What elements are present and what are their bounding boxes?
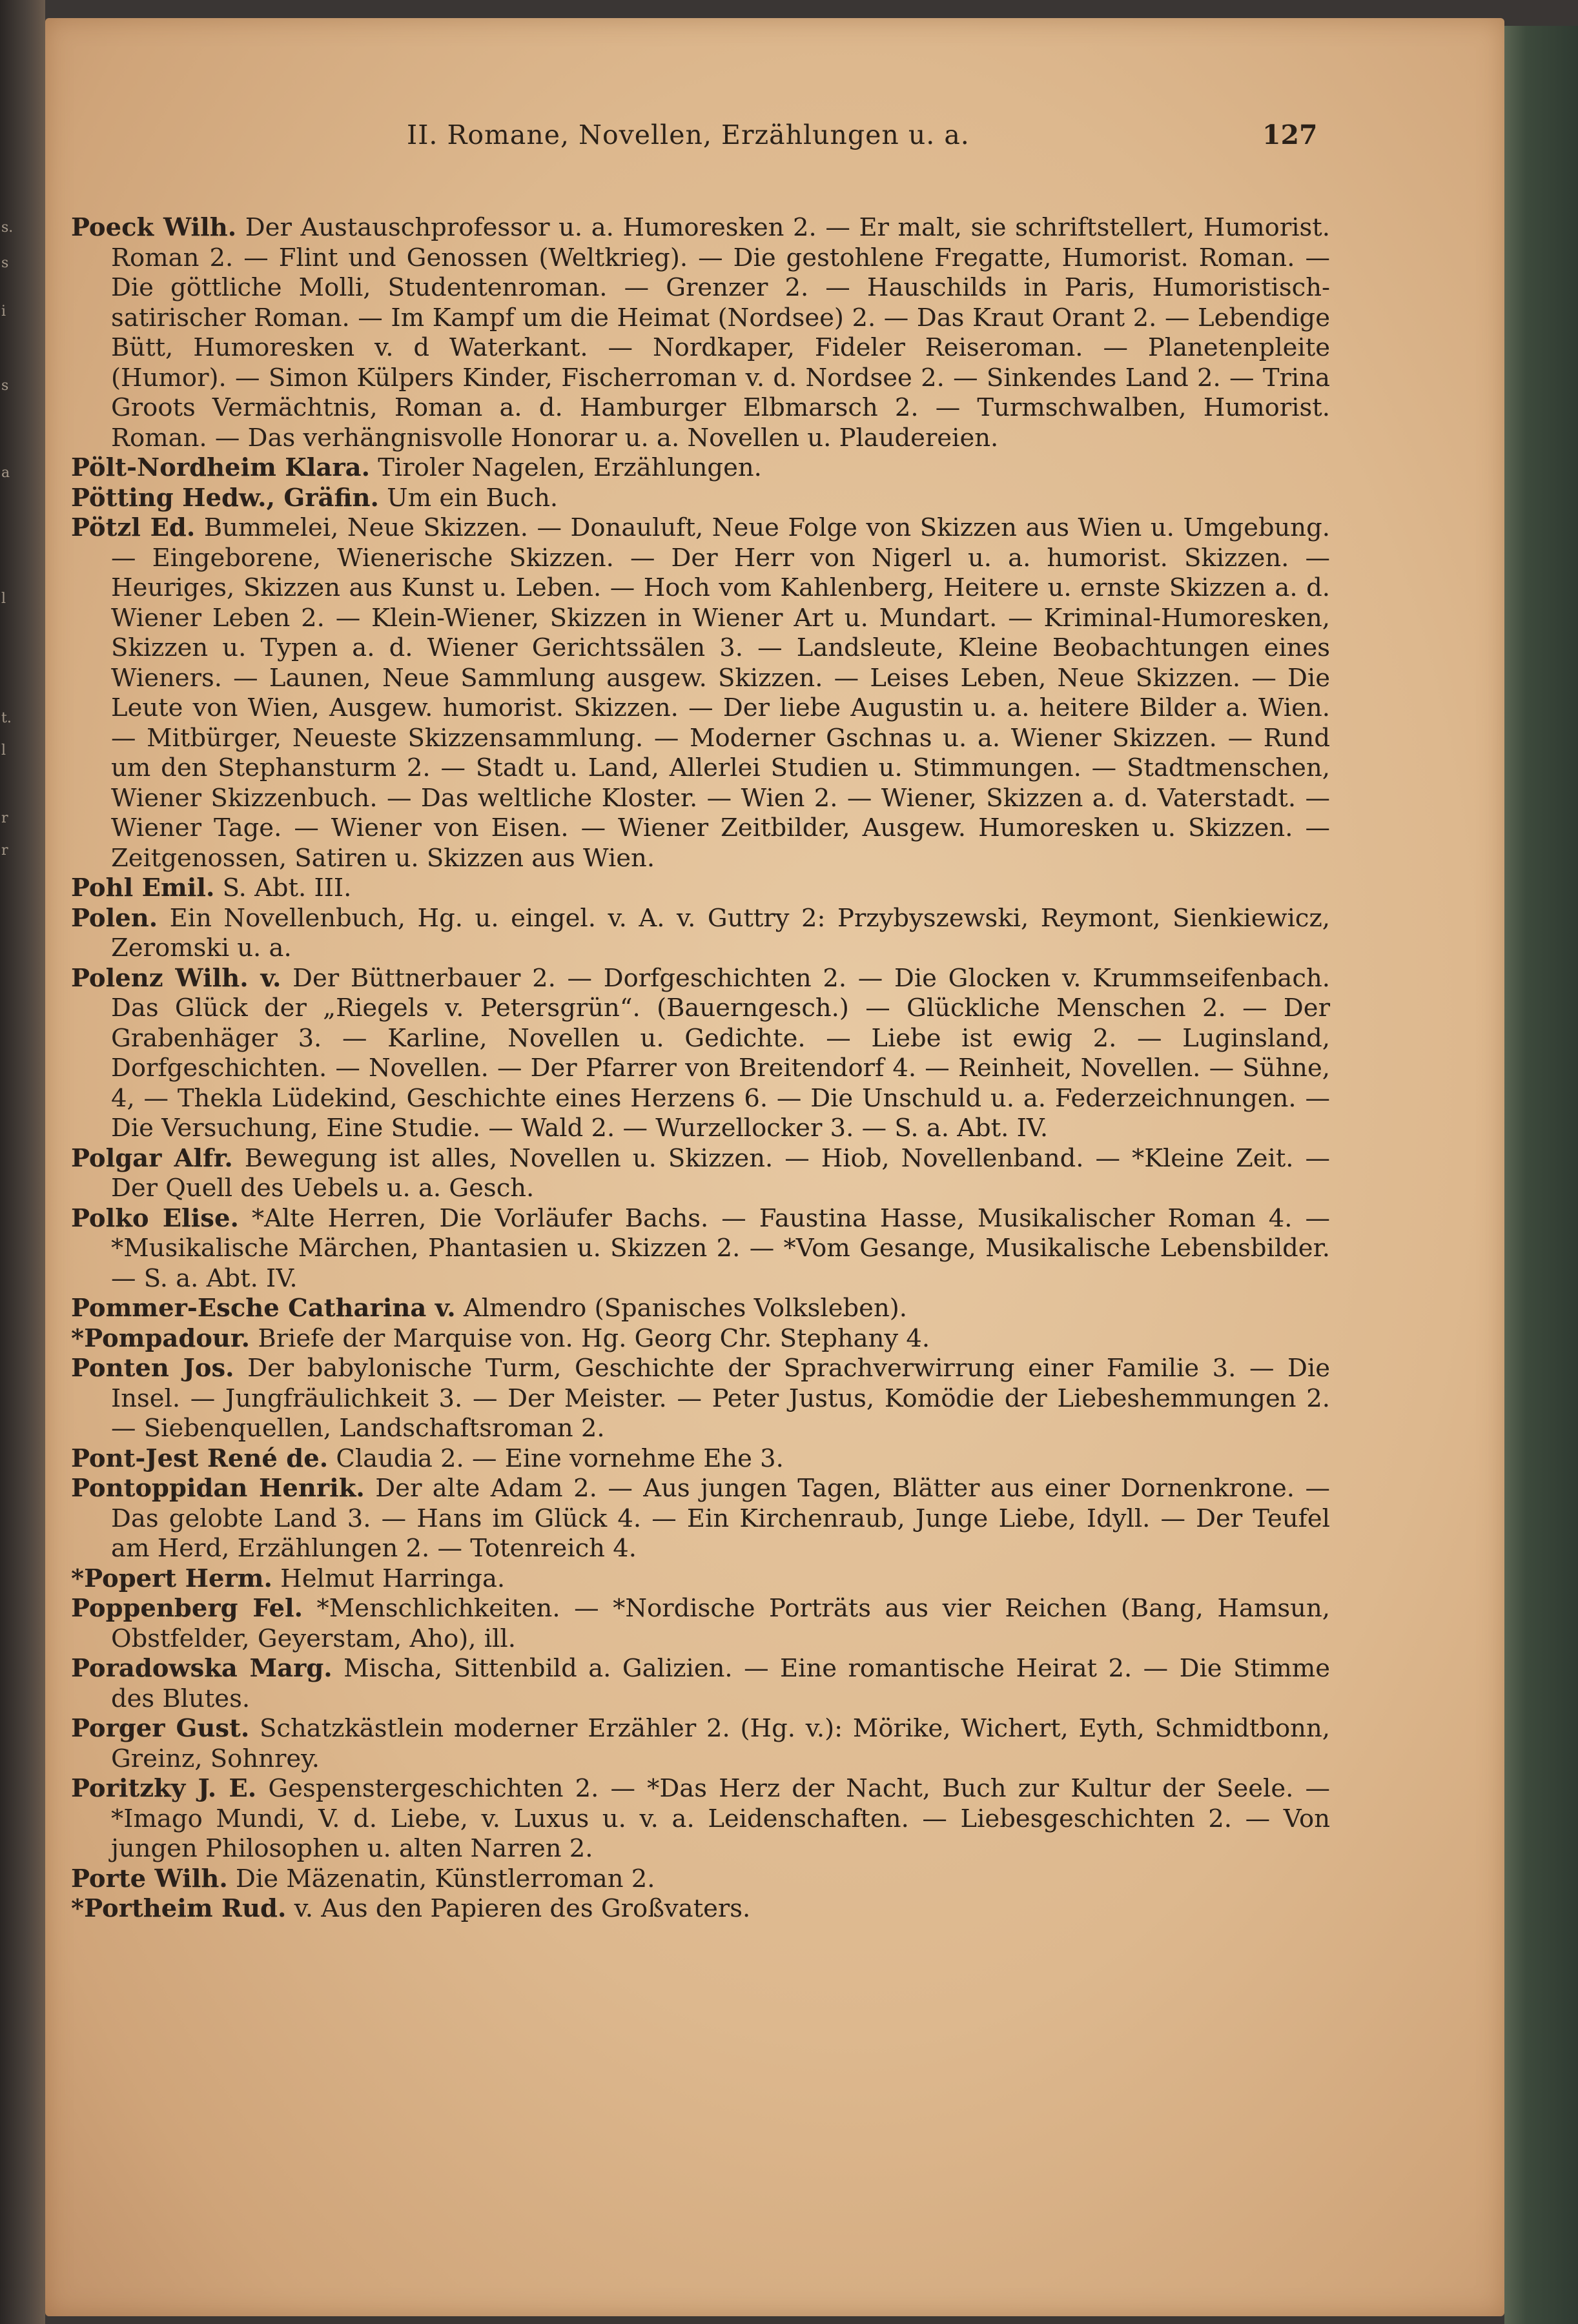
prev-page-letter: i xyxy=(1,303,6,320)
entry-text: Der babylonische Turm, Geschichte der Sprachverwirrung einer Familie 3. — Die Insel. — Jungfräulichkeit 3. — Der Meister. — Peter Justus, Komödie der Liebeshemmungen 2. — Siebenquellen, Landschaftsroman 2. xyxy=(111,1354,1330,1443)
list-item xyxy=(71,904,1330,964)
entry-author: Pohl Emil. xyxy=(71,873,215,902)
entry-text: Almendro (Spanisches Volksleben). xyxy=(463,1294,908,1323)
entry-text: Helmut Harringa. xyxy=(280,1564,506,1593)
entry-text: Schatzkästlein moderner Erzähler 2. (Hg. v.): Mörike, Wichert, Eyth, Schmidtbonn, Greinz, Sohnrey. xyxy=(111,1714,1330,1773)
entry-text: Bewegung ist alles, Novellen u. Skizzen. — Hiob, Novellenband. — *Kleine Zeit. — Der Quell des Uebels u. a. Gesch. xyxy=(111,1143,1330,1203)
list-item xyxy=(71,513,1330,873)
list-item xyxy=(71,1774,1330,1864)
entry-author: Porte Wilh. xyxy=(71,1864,228,1893)
prev-page-letter: s. xyxy=(1,219,14,236)
entry-author: Polko Elise. xyxy=(71,1203,239,1233)
entry-text: Gespenstergeschichten 2. — *Das Herz der Nacht, Buch zur Kultur der Seele. — *Imago Mundi, V. d. Liebe, v. Luxus u. v. a. Leidenschaften. — Liebesgeschichten 2. — Von jungen Philosophen u. alten Narren 2. xyxy=(111,1774,1330,1863)
list-item xyxy=(71,1714,1330,1774)
entry-author: Poradowska Marg. xyxy=(71,1654,333,1683)
entry-text: Bummelei, Neue Skizzen. — Donauluft, Neue Folge von Skizzen aus Wien u. Umgebung. — Eingeborene, Wienerische Skizzen. — Der Herr von Nigerl u. a. humorist. Skizzen. — Heuriges, Skizzen aus Kunst u. Leben. — Hoch vom Kahlenberg, Heitere u. ernste Skizzen a. d. Wiener Leben 2. — Klein-Wiener, Skizzen in Wiener Art u. Mundart. — Kriminal-Humoresken, Skizzen u. Typen a. d. Wiener Gerichtssälen 3. — Landsleute, Kleine Beobachtungen eines Wieners. — Launen, Neue Sammlung ausgew. Skizzen. — Leises Leben, Neue Skizzen. — Die Leute von Wien, Ausgew. humorist. Skizzen. — Der liebe Augustin u. a. heitere Bilder a. Wien. — Mitbürger, Neueste Skizzensammlung. — Moderner Gschnas u. a. Wiener Skizzen. — Rund um den Stephansturm 2. — Stadt u. Land, Allerlei Studien u. Stimmungen. — Stadtmenschen, Wiener Skizzenbuch. — Das weltliche Kloster. — Wien 2. — Wiener, Skizzen a. d. Vaterstadt. — Wiener Tage. — Wiener von Eisen. — Wiener Zeitbilder, Ausgew. Humoresken u. Skizzen. — Zeitgenossen, Satiren u. Skizzen aus Wien. xyxy=(111,513,1330,873)
entry-author: Poritzky J. E. xyxy=(71,1774,257,1803)
entry-text: Der Austauschprofessor u. a. Humoresken 2. — Er malt, sie schriftstellert, Humorist. Roman 2. — Flint und Genossen (Weltkrieg). — Die gestohlene Fregatte, Humorist. Roman. — Die göttliche Molli, Studentenroman. — Grenzer 2. — Hauschilds in Paris, Humoristisch-satirischer Roman. — Im Kampf um die Heimat (Nordsee) 2. — Das Kraut Orant 2. — Lebendige Bütt, Humoresken v. d Waterkant. — Nordkaper, Fideler Reiseroman. — Planetenpleite (Humor). — Simon Külpers Kinder, Fischerroman v. d. Nordsee 2. — Sinkendes Land 2. — Trina Groots Vermächtnis, Roman a. d. Hamburger Elbmarsch 2. — Turmschwalben, Humorist. Roman. — Das verhängnisvolle Honorar u. a. Novellen u. Plaudereien. xyxy=(111,213,1330,453)
entry-text: *Menschlichkeiten. — *Nordische Porträts aus vier Reichen (Bang, Hamsun, Obstfelder, Geyerstam, Aho), ill. xyxy=(111,1594,1330,1653)
prev-page-letter: s xyxy=(1,255,9,271)
list-item xyxy=(71,1564,1330,1595)
page-stack-edge xyxy=(1504,26,1578,2324)
entry-text: Claudia 2. — Eine vornehme Ehe 3. xyxy=(336,1443,784,1473)
entry-author: Ponten Jos. xyxy=(71,1354,234,1383)
page-header xyxy=(45,119,1504,158)
list-item xyxy=(71,1294,1330,1324)
list-item xyxy=(71,1444,1330,1474)
list-item xyxy=(71,1894,1330,1924)
list-item xyxy=(71,1144,1330,1204)
list-item xyxy=(71,964,1330,1144)
entry-author: *Pompadour. xyxy=(71,1323,251,1353)
page-number: 127 xyxy=(1262,119,1318,150)
entry-text: Tiroler Nagelen, Erzählungen. xyxy=(378,453,762,482)
entry-author: Pölt-Nordheim Klara. xyxy=(71,453,370,482)
entry-author: *Portheim Rud. xyxy=(71,1894,287,1923)
list-item xyxy=(71,1354,1330,1444)
list-item xyxy=(71,873,1330,904)
entry-text: Briefe der Marquise von. Hg. Georg Chr. Stephany 4. xyxy=(258,1323,930,1353)
list-item xyxy=(71,1474,1330,1564)
prev-page-letter: r xyxy=(1,842,8,859)
entry-text: *Alte Herren, Die Vorläufer Bachs. — Faustina Hasse, Musikalischer Roman 4. — *Musikalische Märchen, Phantasien u. Skizzen 2. — *Vom Gesange, Musikalische Lebensbilder. — S. a. Abt. IV. xyxy=(111,1203,1330,1293)
list-item xyxy=(71,1654,1330,1714)
running-head: II. Romane, Novellen, Erzählungen u. a. xyxy=(407,119,970,150)
entry-author: Pont-Jest René de. xyxy=(71,1443,329,1473)
prev-page-letter: l xyxy=(1,591,6,607)
entry-author: Poppenberg Fel. xyxy=(71,1594,303,1623)
list-item xyxy=(71,484,1330,514)
entry-text: Der alte Adam 2. — Aus jungen Tagen, Blätter aus einer Dornenkrone. — Das gelobte Land 3. — Hans im Glück 4. — Ein Kirchenraub, Junge Liebe, Idyll. — Der Teufel am Herd, Erzählungen 2. — Totenreich 4. xyxy=(111,1474,1330,1563)
entry-text: Mischa, Sittenbild a. Galizien. — Eine romantische Heirat 2. — Die Stimme des Blutes. xyxy=(111,1654,1330,1713)
list-item xyxy=(71,213,1330,453)
entry-author: Polen. xyxy=(71,903,158,933)
list-item xyxy=(71,1324,1330,1354)
list-item xyxy=(71,1204,1330,1294)
prev-page-letter: r xyxy=(1,810,8,826)
entry-author: *Popert Herm. xyxy=(71,1564,272,1593)
entry-author: Poeck Wilh. xyxy=(71,213,237,242)
entry-list xyxy=(71,213,1330,1924)
entry-author: Pommer-Esche Catharina v. xyxy=(71,1294,456,1323)
entry-text: v. Aus den Papieren des Großvaters. xyxy=(294,1894,751,1923)
prev-page-letter: a xyxy=(1,465,10,481)
prev-page-letter: t. xyxy=(1,710,12,726)
list-item xyxy=(71,1864,1330,1895)
entry-text: S. Abt. III. xyxy=(222,873,352,902)
list-item xyxy=(71,453,1330,484)
entry-author: Polgar Alfr. xyxy=(71,1143,233,1173)
entry-text: Ein Novellenbuch, Hg. u. eingel. v. A. v. Guttry 2: Przybyszewski, Reymont, Sienkiewicz, Zeromski u. a. xyxy=(111,903,1330,963)
prev-page-letter: l xyxy=(1,742,6,759)
entry-text: Der Büttnerbauer 2. — Dorfgeschichten 2. — Die Glocken v. Krummseifenbach. Das Glück der „Riegels v. Petersgrün“. (Bauerngesch.) — Glückliche Menschen 2. — Der Grabenhäger 3. — Karline, Novellen u. Gedichte. — Liebe ist ewig 2. — Luginsland, Dorfgeschichten. — Novellen. — Der Pfarrer von Breitendorf 4. — Reinheit, Novellen. — Sühne, 4, — Thekla Lüdekind, Geschichte eines Herzens 6. — Die Unschuld u. a. Federzeichnungen. — Die Versuchung, Eine Studie. — Wald 2. — Wurzellocker 3. — S. a. Abt. IV. xyxy=(111,963,1330,1143)
entry-text: Um ein Buch. xyxy=(387,483,558,513)
entry-author: Pontoppidan Henrik. xyxy=(71,1474,365,1503)
entry-author: Pötting Hedw., Gräfin. xyxy=(71,483,379,513)
prev-page-letter: s xyxy=(1,378,9,394)
previous-page-edge xyxy=(0,0,45,2324)
entry-author: Pötzl Ed. xyxy=(71,513,196,542)
entry-text: Die Mäzenatin, Künstlerroman 2. xyxy=(236,1864,655,1893)
list-item xyxy=(71,1594,1330,1654)
entry-author: Polenz Wilh. v. xyxy=(71,963,282,993)
entry-author: Porger Gust. xyxy=(71,1714,250,1743)
